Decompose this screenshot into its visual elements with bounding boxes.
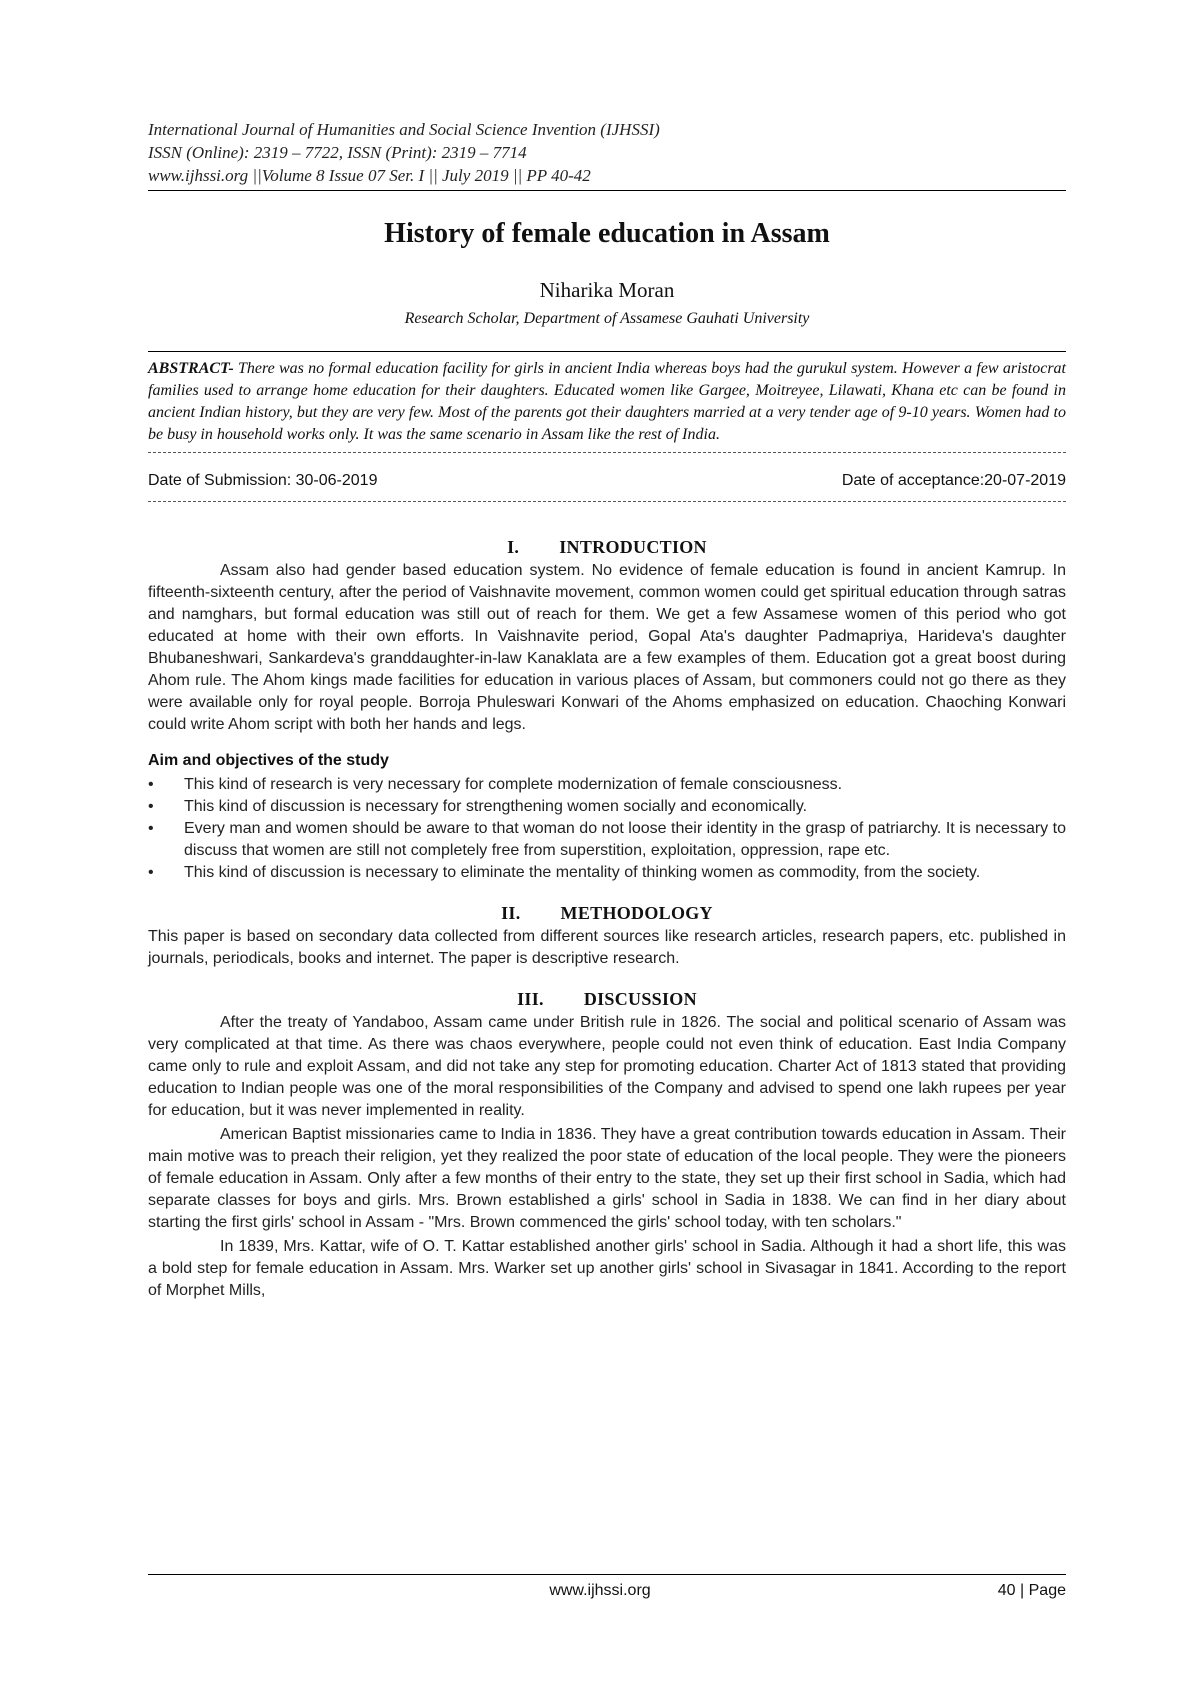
section-title: DISCUSSION: [583, 989, 697, 1009]
aims-list: [148, 774, 1066, 884]
methodology-paragraph: This paper is based on secondary data collected from different sources like research articles, research papers, etc. published in journals, periodicals, books and internet. The paper is descriptive research.: [148, 928, 1066, 967]
footer-url: www.ijhssi.org: [549, 1582, 651, 1599]
submission-date: Date of Submission: 30-06-2019: [148, 472, 378, 489]
section-number: I.: [507, 537, 520, 557]
journal-name: International Journal of Humanities and Social Science Invention (IJHSSI): [148, 120, 660, 139]
list-item: [148, 796, 1066, 818]
dates-row: [148, 471, 1066, 491]
paper-page: [148, 118, 1066, 1302]
list-item-text: Every man and women should be aware to that woman do not loose their identity in the grasp of patriarchy. It is necessary to discuss that women are still not completely free from superstition, exploitation, oppression, rape etc.: [184, 820, 1066, 859]
discussion-paragraph: After the treaty of Yandaboo, Assam came under British rule in 1826. The social and political scenario of Assam was very complicated at that time. As there was chaos everywhere, people could not even think of education. East India Company came only to rule and exploit Assam, and did not take any step for promoting education. Charter Act of 1813 stated that providing education to Indian people was one of the moral responsibilities of the Company and advised to spend one lakh rupees per year for education, but it was never implemented in reality.: [148, 1014, 1066, 1119]
aims-heading: Aim and objectives of the study: [148, 752, 389, 769]
list-item: [148, 818, 1066, 862]
header-divider: [148, 190, 1066, 191]
paper-title: History of female education in Assam: [384, 218, 830, 249]
list-item: [148, 774, 1066, 796]
section-number: III.: [517, 989, 544, 1009]
dashed-divider: [148, 452, 1066, 463]
bullet: •: [148, 820, 154, 837]
list-item-text: This kind of discussion is necessary for strengthening women socially and economically.: [184, 798, 808, 815]
list-item: [148, 862, 1066, 884]
list-item-text: This kind of discussion is necessary to eliminate the mentality of thinking women as commodity, from the society.: [184, 864, 981, 881]
section-title: INTRODUCTION: [559, 537, 707, 557]
bullet: •: [148, 864, 154, 881]
section-heading-discussion: [148, 988, 1066, 1010]
dashed-divider: [148, 501, 1066, 502]
journal-header: [148, 118, 1066, 187]
discussion-paragraph: In 1839, Mrs. Kattar, wife of O. T. Kattar established another girls' school in Sadia. Although it had a short life, this was a bold step for female education in Assam. Mrs. Warker set up another girls' school in Sivasagar in 1841. According to the report of Morphet Mills,: [148, 1238, 1066, 1299]
bullet: •: [148, 776, 154, 793]
acceptance-date: Date of acceptance:20-07-2019: [841, 472, 1066, 489]
section-number: II.: [501, 903, 521, 923]
abstract: [148, 358, 1066, 446]
section-heading-introduction: [148, 536, 1066, 558]
journal-issue: www.ijhssi.org ||Volume 8 Issue 07 Ser. I || July 2019 || PP 40-42: [148, 166, 591, 185]
page-number: 40 | Page: [997, 1582, 1066, 1599]
abstract-text: There was no formal education facility for girls in ancient India whereas boys had the gurukul system. However a few aristocrat families used to arrange home education for their daughters. Educated women like Gargee, Moitreyee, Lilawati, Khana etc can be found in ancient Indian history, but they are very few. Most of the parents got their daughters married at a very tender age of 9-10 years. Women had to be busy in household works only. It was the same scenario in Assam like the rest of India.: [148, 360, 1066, 443]
journal-issn: ISSN (Online): 2319 – 7722, ISSN (Print): 2319 – 7714: [148, 143, 527, 162]
section-title: METHODOLOGY: [560, 903, 713, 923]
discussion-paragraph: American Baptist missionaries came to India in 1836. They have a great contribution towards education in Assam. Their main motive was to preach their religion, yet they realized the poor state of education of the local people. They were the pioneers of female education in Assam. Only after a few months of their entry to the state, they set up their first school in Sadia, which had separate classes for boys and girls. Mrs. Brown established a girls' school in Sadia in 1838. We can find in her diary about starting the first girls' school in Assam - "Mrs. Brown commenced the girls' school today, with ten scholars.": [148, 1126, 1066, 1231]
footer-divider: [148, 1574, 1066, 1575]
bullet: •: [148, 798, 154, 815]
author-name: Niharika Moran: [539, 278, 675, 302]
abstract-divider: [148, 351, 1066, 352]
list-item-text: This kind of research is very necessary for complete modernization of female consciousness.: [184, 776, 843, 793]
abstract-label: ABSTRACT-: [148, 360, 234, 377]
section-heading-methodology: [148, 902, 1066, 924]
author-affiliation: Research Scholar, Department of Assamese Gauhati University: [404, 310, 810, 327]
introduction-paragraph: Assam also had gender based education system. No evidence of female education is found in ancient Kamrup. In fifteenth-sixteenth century, after the period of Vaishnavite movement, common women could get spiritual education through satras and namghars, but formal education was still out of reach for them. We get a few Assamese women of this period who got educated at home with their own efforts. In Vaishnavite period, Gopal Ata's daughter Padmapriya, Harideva's daughter Bhubaneshwari, Sankardeva's granddaughter-in-law Kanaklata are a few examples of them. Education got a great boost during Ahom rule. The Ahom kings made facilities for education in various places of Assam, but commoners could not go there as they were available only for royal people. Borroja Phuleswari Konwari of the Ahoms emphasized on education. Chaoching Konwari could write Ahom script with both her hands and legs.: [148, 562, 1066, 733]
